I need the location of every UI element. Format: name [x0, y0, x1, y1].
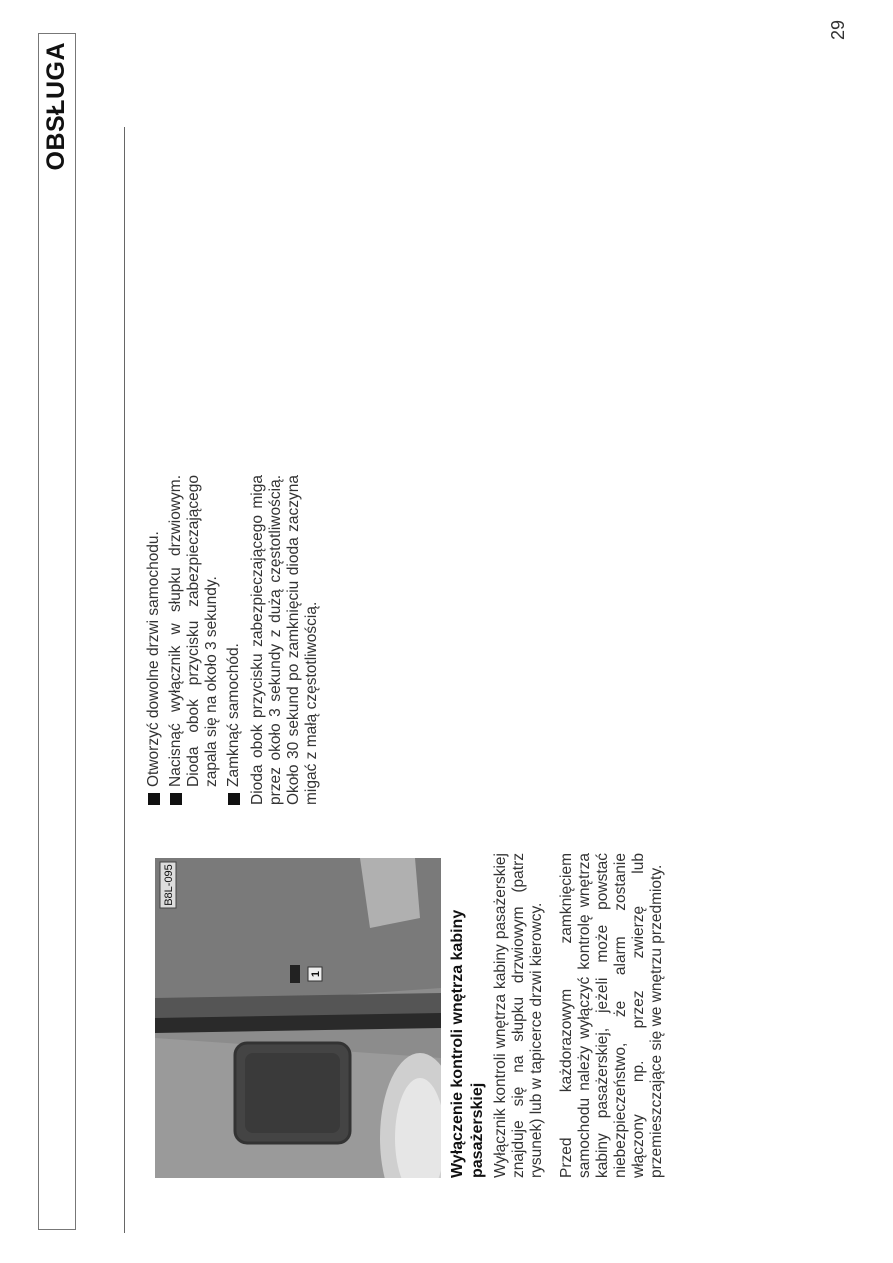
section-paragraph-2: Przed każdorazowym zamknięciem samochodu należy wyłączyć kontrolę wnętrza kabiny pasażerskiej, jeżeli może powstać niebezpieczeństwo, że alarm zostanie włączony np. przez zwierzę lub przemieszczające się we wnętrzu przedmioty. [558, 853, 665, 1178]
door-pillar-photo [155, 858, 441, 1178]
figure-label: B8L-095 [163, 864, 175, 906]
note-paragraph: Dioda obok przycisku zabezpieczającego miga przez około 3 sekundy z dużą częstotliwością. Około 30 sekund po zamknięciu dioda zaczyna migać z małą częstotliwością. [249, 475, 320, 805]
bullet-square-icon [170, 793, 182, 805]
section-heading: Wyłączenie kontroli wnętrza kabiny pasażerskiej [449, 909, 486, 1178]
steps-column [145, 475, 321, 805]
photo-illustration [155, 858, 441, 1178]
section-title: OBSŁUGA [42, 42, 70, 171]
figure-marker: 1 [310, 970, 322, 978]
section-column [448, 853, 678, 1178]
page-number: 29 [828, 20, 848, 41]
bullet-square-icon [148, 793, 160, 805]
top-rule [124, 127, 125, 1233]
step-item: Zamknąć samochód. [225, 475, 243, 805]
step-item: Nacisnąć wyłącznik w słupku drzwiowym. Dioda obok przycisku zabezpieczającego zapala się na około 3 sekundy. [167, 475, 221, 805]
header-bar [38, 33, 76, 1230]
step-item: Otworzyć dowolne drzwi samochodu. [145, 475, 163, 805]
bullet-square-icon [228, 793, 240, 805]
section-paragraph-1: Wyłącznik kontroli wnętrza kabiny pasażerskiej znajduje się na słupku drzwiowym (patrz rysunek) lub w tapicerce drzwi kierowcy. [492, 853, 545, 1178]
